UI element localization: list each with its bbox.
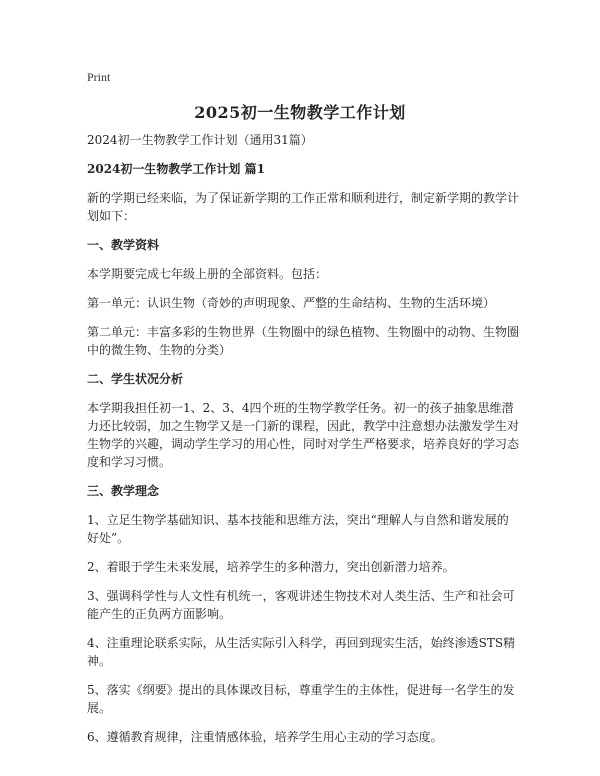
paragraph: 第一单元：认识生物（奇妙的声明现象、严整的生命结构、生物的生活环境） xyxy=(87,296,496,310)
section-heading-student-analysis: 二、学生状况分析 xyxy=(87,372,184,386)
article-heading: 2024初一生物教学工作计划 篇1 xyxy=(87,162,265,176)
list-item: 2、着眼于学生未来发展，培养学生的多种潜力，突出创新潜力培养。 xyxy=(87,560,455,574)
document-title: 2025初一生物教学工作计划 xyxy=(194,103,406,122)
paragraph: 本学期要完成七年级上册的全部资料。包括： xyxy=(87,267,328,281)
section-heading-materials: 一、教学资料 xyxy=(87,238,160,252)
print-label: Print xyxy=(87,70,111,84)
section-heading-teaching-philosophy: 三、教学理念 xyxy=(87,484,160,498)
paragraph: 第二单元：丰富多彩的生物世界（生物圈中的绿色植物、生物圈中的动物、生物圈中的微生物、生物的分类） xyxy=(87,325,520,357)
document-subtitle: 2024初一生物教学工作计划（通用31篇） xyxy=(87,133,313,147)
list-item: 1、立足生物学基础知识、基本技能和思维方法，突出“理解人与自然和谐发展的好处”。 xyxy=(87,513,509,545)
paragraph: 本学期我担任初一1、2、3、4四个班的生物学教学任务。初一的孩子抽象思维潜力还比较弱，加之生物学又是一门新的课程，因此，教学中注意想办法激发学生对生物学的兴趣，调动学生学习的用心性，同时对学生严格要求，培养良好的学习态度和学习习惯。 xyxy=(87,401,520,469)
document-body xyxy=(87,131,519,757)
list-item: 5、落实《纲要》提出的具体课改目标，尊重学生的主体性，促进每一名学生的发展。 xyxy=(87,683,515,715)
intro-paragraph: 新的学期已经来临，为了保证新学期的工作正常和顺利进行，制定新学期的教学计划如下： xyxy=(87,191,520,223)
list-item: 6、遵循教育规律，注重情感体验，培养学生用心主动的学习态度。 xyxy=(87,730,443,744)
list-item: 4、注重理论联系实际，从生活实际引入科学，再回到现实生活，始终渗透STS精神。 xyxy=(87,636,516,668)
list-item: 3、强调科学性与人文性有机统一，客观讲述生物技术对人类生活、生产和社会可能产生的正负两方面影响。 xyxy=(87,589,515,621)
